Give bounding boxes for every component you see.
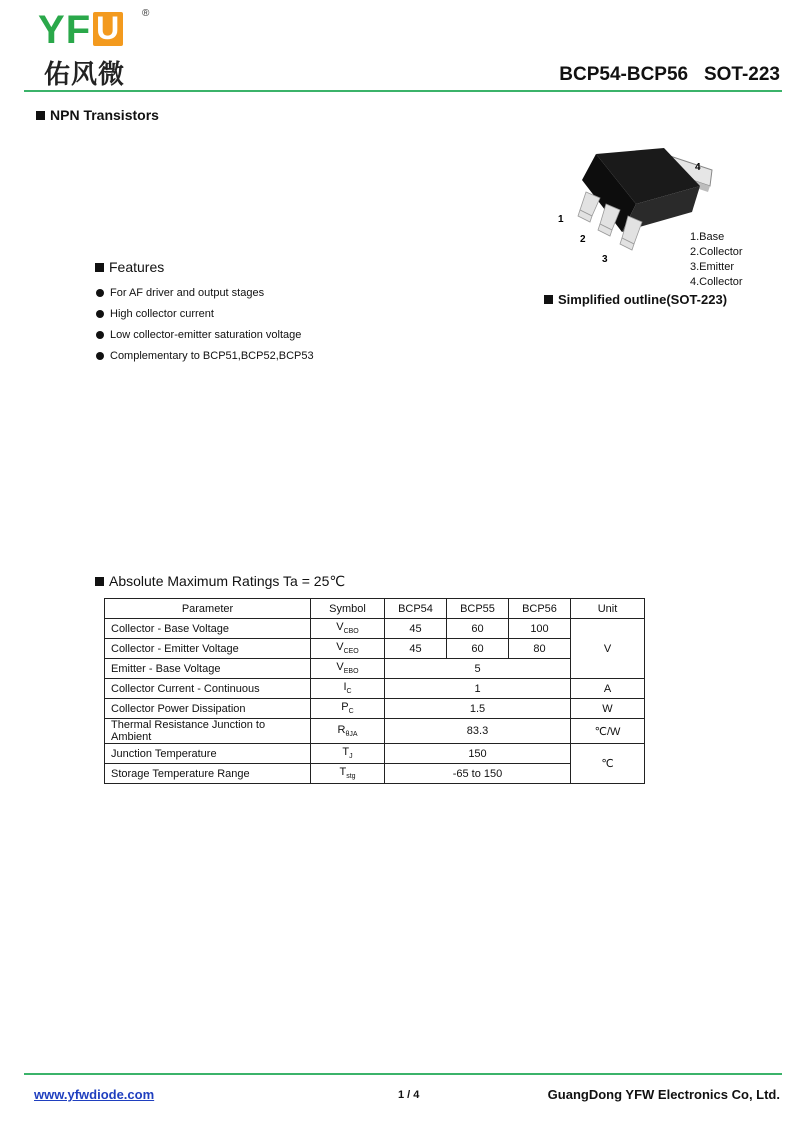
document-title: BCP54-BCP56 SOT-223 (559, 64, 780, 85)
unit-cell: ℃/W (571, 719, 645, 744)
table-row (105, 679, 645, 699)
pin-item: 3.Emitter (690, 261, 735, 273)
param-cell: Collector - Base Voltage (105, 619, 311, 639)
symbol-cell: $T_J$ (311, 744, 385, 764)
table-row (105, 719, 645, 744)
value-cell: 45 (385, 639, 447, 659)
unit-cell: A (571, 679, 645, 699)
unit-cell: W (571, 699, 645, 719)
param-cell: Storage Temperature Range (105, 764, 311, 784)
logo-chinese-name: 佑风微 (44, 60, 126, 90)
features-section (95, 259, 314, 367)
header-divider (24, 90, 782, 92)
header-cell: BCP54 (385, 599, 447, 619)
pin-item: 4.Collector (690, 276, 743, 288)
param-cell: Thermal Resistance Junction to Ambient (105, 719, 311, 744)
pin-3-number: 3 (602, 254, 608, 265)
param-cell: Collector Power Dissipation (105, 699, 311, 719)
param-cell: Emitter - Base Voltage (105, 659, 311, 679)
header-cell: BCP55 (447, 599, 509, 619)
logo-mark: YF U (38, 8, 123, 52)
symbol-cell: $I_C$ (311, 679, 385, 699)
header-cell: Unit (571, 599, 645, 619)
feature-item: Complementary to BCP51,BCP52,BCP53 (95, 346, 314, 367)
features-title: Features (95, 259, 314, 275)
param-cell: Collector - Emitter Voltage (105, 639, 311, 659)
square-bullet-icon (544, 295, 553, 304)
param-cell: Collector Current - Continuous (105, 679, 311, 699)
pin-item: 2.Collector (690, 246, 743, 258)
square-bullet-icon (36, 111, 45, 120)
param-cell: Junction Temperature (105, 744, 311, 764)
table-row (105, 764, 645, 784)
pin-1-number: 1 (558, 214, 564, 225)
company-logo (38, 8, 158, 88)
unit-cell: ℃ (571, 744, 645, 784)
value-cell: 5 (385, 659, 571, 679)
ratings-title: Absolute Maximum Ratings Ta = 25℃ (95, 573, 345, 590)
value-cell: 150 (385, 744, 571, 764)
pin-2-number: 2 (580, 234, 586, 245)
value-cell: -65 to 150 (385, 764, 571, 784)
value-cell: 60 (447, 619, 509, 639)
table-row (105, 659, 645, 679)
footer-divider (24, 1073, 782, 1075)
registered-mark: ® (142, 8, 150, 19)
value-cell: 45 (385, 619, 447, 639)
outline-caption: Simplified outline(SOT-223) (544, 292, 727, 307)
value-cell: 80 (509, 639, 571, 659)
absolute-maximum-ratings-table (104, 598, 645, 784)
symbol-cell: $P_C$ (311, 699, 385, 719)
table-header-row (105, 599, 645, 619)
page-number: 1 / 4 (398, 1089, 420, 1101)
value-cell: 83.3 (385, 719, 571, 744)
company-name: GuangDong YFW Electronics Co, Ltd. (547, 1087, 780, 1102)
header-cell: Parameter (105, 599, 311, 619)
feature-item: Low collector-emitter saturation voltage (95, 325, 314, 346)
value-cell: 100 (509, 619, 571, 639)
table-row (105, 639, 645, 659)
unit-cell: V (571, 619, 645, 679)
symbol-cell: $R_{\theta JA}$ (311, 719, 385, 744)
value-cell: 60 (447, 639, 509, 659)
symbol-cell: $T_{stg}$ (311, 764, 385, 784)
table-row (105, 699, 645, 719)
pin-assignment-list (690, 230, 743, 290)
feature-item: For AF driver and output stages (95, 283, 314, 304)
table-row (105, 744, 645, 764)
header-cell: Symbol (311, 599, 385, 619)
value-cell: 1.5 (385, 699, 571, 719)
square-bullet-icon (95, 263, 104, 272)
value-cell: 1 (385, 679, 571, 699)
square-bullet-icon (95, 577, 104, 586)
header-cell: BCP56 (509, 599, 571, 619)
section-title: NPN Transistors (36, 107, 159, 123)
pin-4-number: 4 (695, 162, 701, 173)
feature-item: High collector current (95, 304, 314, 325)
features-list (95, 283, 314, 367)
table-row (105, 619, 645, 639)
website-link[interactable]: www.yfwdiode.com (34, 1087, 155, 1102)
symbol-cell: $V_{CBO}$ (311, 619, 385, 639)
pin-item: 1.Base (690, 231, 725, 243)
symbol-cell: $V_{EBO}$ (311, 659, 385, 679)
symbol-cell: $V_{CEO}$ (311, 639, 385, 659)
